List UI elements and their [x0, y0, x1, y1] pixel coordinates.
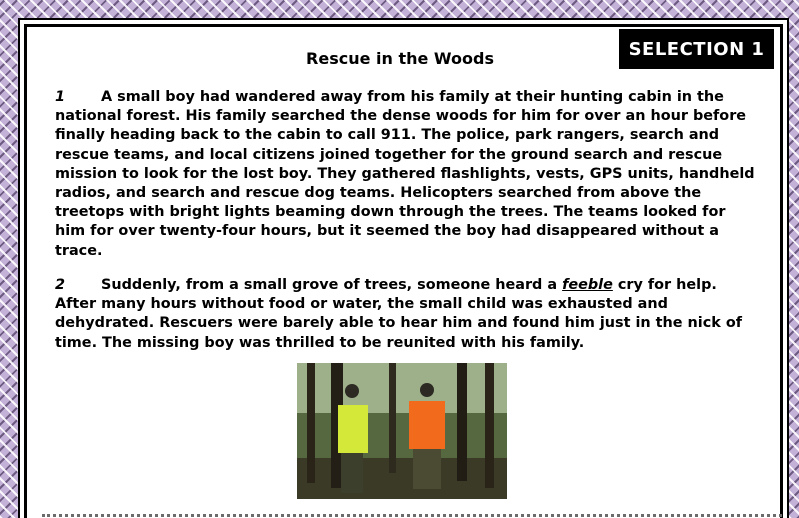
paragraph-2	[55, 276, 755, 353]
paragraph-text-after: cry for help. After many hours without food or water, the small child was exhausted and dehydrated. Rescuers were barely able to hear him and found him just in the nick of time. The missing boy was thrilled to be reunited with his family.	[55, 277, 742, 351]
forest-scene	[297, 363, 507, 499]
paragraph-number: 2	[55, 277, 66, 293]
paragraph-text: A small boy had wandered away from his family at their hunting cabin in the national forest. His family searched the dense woods for him for over an hour before finally heading back to the cabin to call 911. The police, park rangers, search and rescue teams, and local citizens joined together for the ground search and rescue mission to look for the lost boy. They gathered flashlights, vests, GPS units, handheld radios, and search and rescue dog teams. Helicopters searched from above the treetops with bright lights beaming down through the trees. The teams looked for him for over twenty-four hours, but it seemed the boy had disappeared without a trace.	[55, 89, 755, 259]
page-title: Rescue in the Woods	[306, 49, 494, 68]
vocabulary-word: feeble	[562, 277, 613, 293]
right-vest	[409, 401, 445, 449]
left-vest	[338, 405, 368, 453]
paragraph-number: 1	[55, 89, 66, 105]
paragraph-1	[55, 88, 755, 261]
rescue-photo	[297, 363, 507, 499]
paragraph-text-before: Suddenly, from a small grove of trees, someone heard a	[101, 277, 563, 293]
selection-badge: SELECTION 1	[619, 29, 774, 69]
dotted-divider	[42, 514, 782, 517]
